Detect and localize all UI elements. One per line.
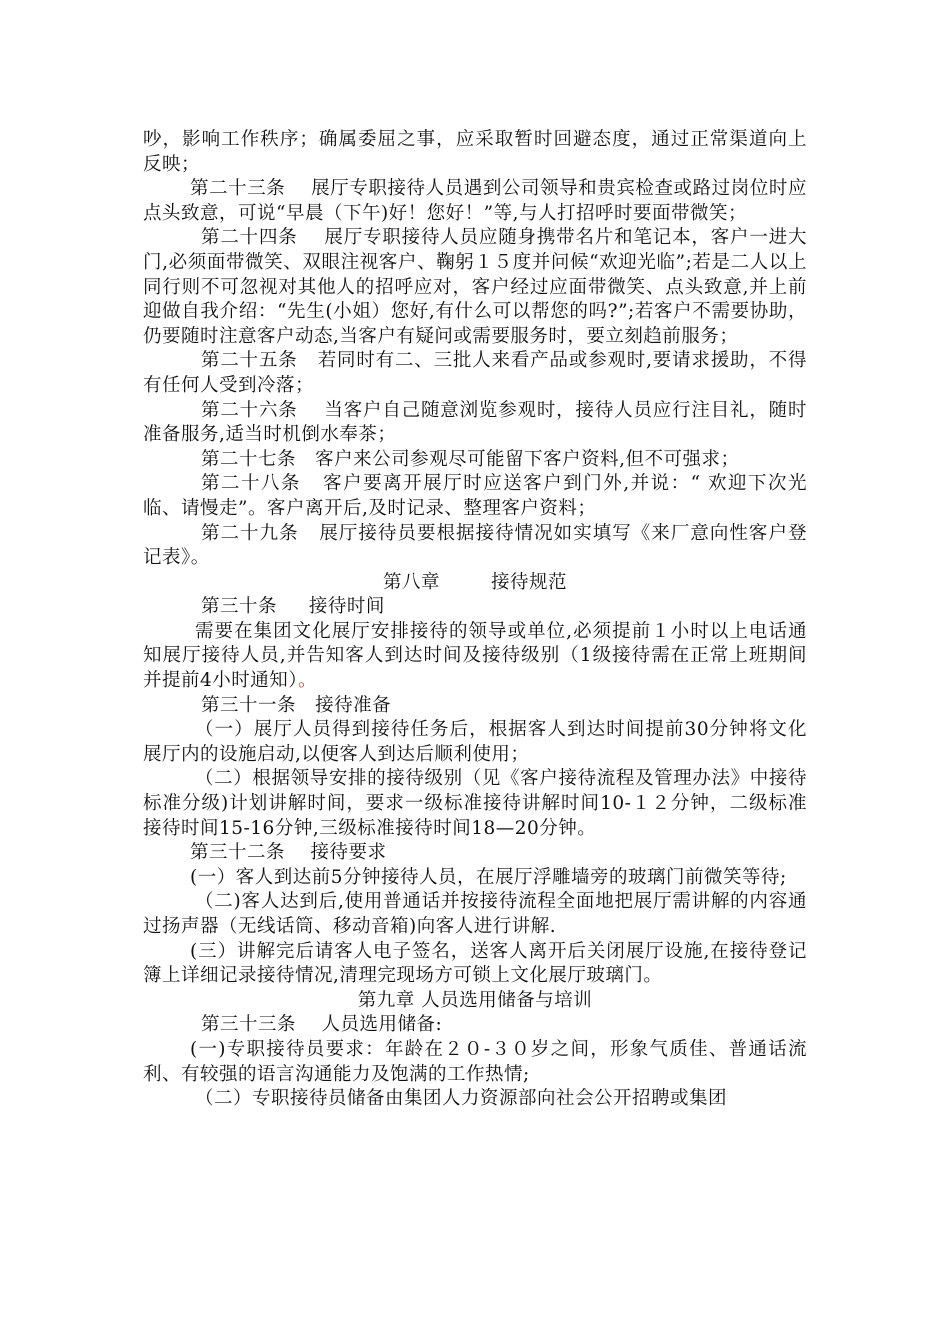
- article-31: [143, 694, 807, 719]
- article-27-title: 第二十七条: [201, 448, 297, 470]
- paragraph-continuation: 吵，影响工作秩序；确属委屈之事，应采取暂时回避态度，通过正常渠道向上反映；: [143, 129, 807, 175]
- article-33-item-1: (一)专职接待员要求：年龄在２０-３０岁之间，形象气质佳、普通话流利、有较强的语言沟通能力及饱满的工作热情;: [143, 1038, 807, 1085]
- article-30-red-mark: 。: [298, 670, 318, 692]
- article-23-text: 展厅专职接待人员遇到公司领导和贵宾检查或路过岗位时应点头致意，可说“早晨（下午)好！您好！”等,与人打招呼时要面带微笑；: [143, 178, 807, 224]
- article-27-text: 客户来公司参观尽可能留下客户资料,但不可强求；: [315, 448, 740, 470]
- chapter-8-heading: [143, 571, 807, 596]
- article-30: [143, 595, 807, 620]
- article-30-text: 需要在集团文化展厅安排接待的领导或单位,必须提前１小时以上电话通知展厅接待人员,并告知客人到达时间及接待级别（1级接待需在正常上班期间并提前4小时通知）: [143, 620, 807, 692]
- article-29-text: 展厅接待员要根据接待情况如实填写《来厂意向性客户登记表》。: [143, 522, 807, 569]
- article-33-name: 人员选用储备:: [321, 1014, 443, 1036]
- article-24-title: 第二十四条: [201, 227, 298, 249]
- article-26: [143, 399, 807, 448]
- article-24: [143, 226, 807, 349]
- article-29: [143, 522, 807, 571]
- chapter-8-title: 接待规范: [491, 571, 568, 593]
- article-28-text: 客户要离开展厅时应送客户到门外,并说：“ 欢迎下次光临、请慢走”。客户离开后,及时记录、整理客户资料；: [143, 473, 807, 519]
- chapter-9-number: 第九章: [357, 989, 415, 1011]
- article-30-body: [143, 620, 807, 694]
- article-33-title: 第三十三条: [201, 1014, 297, 1036]
- article-26-title: 第二十六条: [201, 399, 298, 421]
- article-28-title: 第二十八条: [201, 473, 302, 495]
- article-26-text: 当客户自己随意浏览参观时，接待人员应行注目礼，随时准备服务,适当时机倒水奉茶；: [143, 399, 807, 446]
- article-24-text: 展厅专职接待人员应随身携带名片和笔记本，客户一进大门,必须面带微笑、双眼注视客户、鞠躬１５度并问候“欢迎光临”;若是二人以上同行则不可忽视对其他人的招呼应对，客户经过应面带微笑、点头致意,并上前迎做自我介绍：“先生(小姐）您好,有什么可以帮您的吗?”;若客户不需要协助，仍要随时注意客户动态,当客户有疑问或需要服务时，要立刻趋前服务；: [143, 227, 807, 347]
- article-25: [143, 349, 807, 398]
- article-32-title: 第三十二条: [190, 842, 286, 864]
- chapter-8-number: 第八章: [382, 571, 440, 593]
- chapter-9-heading: [143, 989, 807, 1014]
- article-31-item-1: （一）展厅人员得到接待任务后，根据客人到达时间提前30分钟将文化展厅内的设施启动,以便客人到达后顺利使用；: [143, 719, 807, 765]
- article-25-title: 第二十五条: [201, 350, 298, 372]
- article-27: [143, 448, 807, 473]
- article-32-item-2: （二)客人达到后,使用普通话并按接待流程全面地把展厅需讲解的内容通过扬声器（无线话筒、移动音箱)向客人进行讲解.: [143, 891, 807, 937]
- article-25-text: 若同时有二、三批人来看产品或参观时,要请求援助，不得有任何人受到冷落；: [143, 350, 807, 396]
- article-31-title: 第三十一条: [201, 694, 297, 716]
- article-28: [143, 472, 807, 521]
- article-31-item-2: （二）根据领导安排的接待级别（见《客户接待流程及管理办法》中接待标准分级)计划讲解时间，要求一级标准接待讲解时间10-１２分钟，二级标准接待时间15-16分钟,三级标准接待时间18—20分钟。: [143, 768, 807, 839]
- article-32-item-3: (三）讲解完后请客人电子签名，送客人离开后关闭展厅设施,在接待登记簿上详细记录接待情况,清理完现场方可锁上文化展厅玻璃门。: [143, 940, 807, 987]
- article-23-title: 第二十三条: [190, 178, 286, 200]
- article-32-name: 接待要求: [310, 842, 387, 864]
- article-31-name: 接待准备: [315, 694, 392, 716]
- document-page: [143, 128, 807, 1112]
- article-33-item-2: （二）专职接待员储备由集团人力资源部向社会公开招聘或集团: [195, 1088, 728, 1110]
- article-29-title: 第二十九条: [201, 522, 299, 544]
- article-30-name: 接待时间: [308, 596, 385, 618]
- article-30-title: 第三十条: [201, 596, 278, 618]
- article-32-item-1: (一）客人到达前5分钟接待人员，在展厅浮雕墙旁的玻璃门前微笑等待;: [190, 866, 787, 888]
- chapter-9-title: 人员选用储备与培训: [421, 989, 593, 1011]
- article-33: [143, 1013, 807, 1038]
- article-23: [143, 177, 807, 226]
- article-32: [143, 841, 807, 866]
